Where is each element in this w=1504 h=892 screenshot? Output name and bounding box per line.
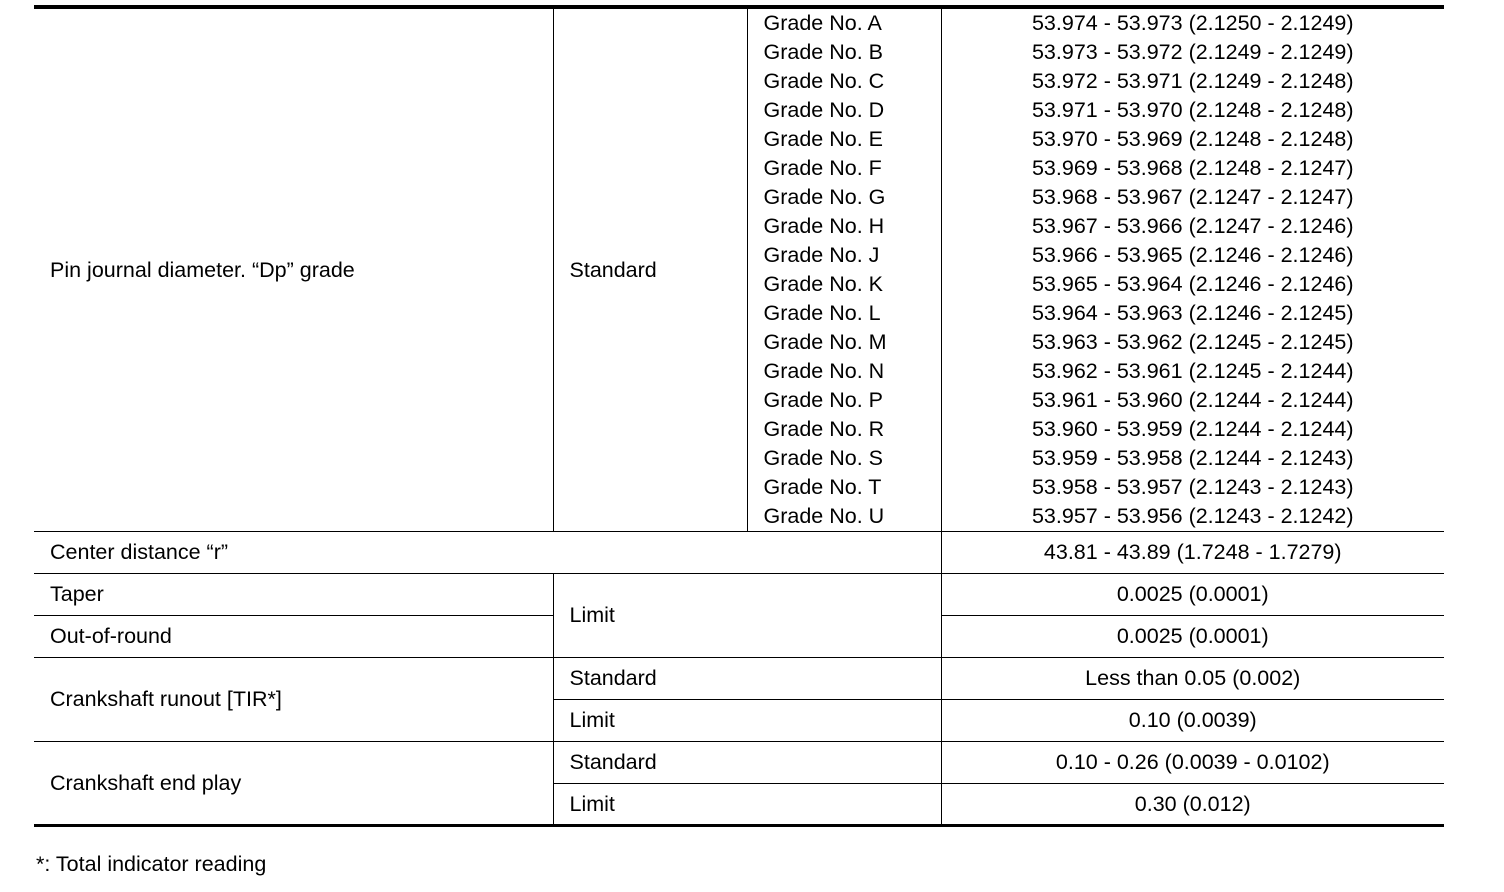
taper-oor-condition: Limit (553, 574, 941, 658)
end-play-standard-label: Standard (553, 742, 941, 784)
grade-label: Grade No. G (747, 183, 941, 212)
end-play-label: Crankshaft end play (34, 742, 553, 826)
end-play-standard-value: 0.10 - 0.26 (0.0039 - 0.0102) (941, 742, 1444, 784)
end-play-limit-label: Limit (553, 784, 941, 826)
grade-value: 53.973 - 53.972 (2.1249 - 2.1249) (941, 38, 1444, 67)
grade-label: Grade No. E (747, 125, 941, 154)
runout-limit-value: 0.10 (0.0039) (941, 700, 1444, 742)
center-distance-value: 43.81 - 43.89 (1.7248 - 1.7279) (941, 532, 1444, 574)
grade-label: Grade No. P (747, 386, 941, 415)
grade-value: 53.974 - 53.973 (2.1250 - 2.1249) (941, 7, 1444, 38)
grade-label: Grade No. A (747, 7, 941, 38)
runout-limit-label: Limit (553, 700, 941, 742)
runout-label: Crankshaft runout [TIR*] (34, 658, 553, 742)
out-of-round-label: Out-of-round (34, 616, 553, 658)
grade-value: 53.957 - 53.956 (2.1243 - 2.1242) (941, 502, 1444, 532)
grade-label: Grade No. U (747, 502, 941, 532)
taper-label: Taper (34, 574, 553, 616)
footnote: *: Total indicator reading (36, 852, 267, 876)
crankshaft-spec-table (34, 5, 1444, 827)
runout-standard-label: Standard (553, 658, 941, 700)
grade-value: 53.958 - 53.957 (2.1243 - 2.1243) (941, 473, 1444, 502)
grade-value: 53.966 - 53.965 (2.1246 - 2.1246) (941, 241, 1444, 270)
grade-label: Grade No. D (747, 96, 941, 125)
grade-label: Grade No. K (747, 270, 941, 299)
grade-value: 53.967 - 53.966 (2.1247 - 2.1246) (941, 212, 1444, 241)
pin-journal-grade-section (34, 7, 1444, 532)
grade-label: Grade No. N (747, 357, 941, 386)
other-specs-section (34, 532, 1444, 826)
pin-journal-label: Pin journal diameter. “Dp” grade (34, 7, 553, 532)
grade-label: Grade No. S (747, 444, 941, 473)
runout-standard-value: Less than 0.05 (0.002) (941, 658, 1444, 700)
end-play-standard-row (34, 742, 1444, 784)
center-distance-label: Center distance “r” (34, 532, 941, 574)
grade-value: 53.959 - 53.958 (2.1244 - 2.1243) (941, 444, 1444, 473)
grade-value: 53.970 - 53.969 (2.1248 - 2.1248) (941, 125, 1444, 154)
grade-value: 53.962 - 53.961 (2.1245 - 2.1244) (941, 357, 1444, 386)
grade-label: Grade No. F (747, 154, 941, 183)
grade-value: 53.969 - 53.968 (2.1248 - 2.1247) (941, 154, 1444, 183)
grade-value: 53.965 - 53.964 (2.1246 - 2.1246) (941, 270, 1444, 299)
grade-value: 53.964 - 53.963 (2.1246 - 2.1245) (941, 299, 1444, 328)
end-play-limit-value: 0.30 (0.012) (941, 784, 1444, 826)
grade-label: Grade No. C (747, 67, 941, 96)
runout-standard-row (34, 658, 1444, 700)
grade-row (34, 7, 1444, 38)
grade-label: Grade No. T (747, 473, 941, 502)
grade-label: Grade No. L (747, 299, 941, 328)
grade-value: 53.963 - 53.962 (2.1245 - 2.1245) (941, 328, 1444, 357)
pin-journal-condition: Standard (553, 7, 747, 532)
grade-value: 53.960 - 53.959 (2.1244 - 2.1244) (941, 415, 1444, 444)
taper-value: 0.0025 (0.0001) (941, 574, 1444, 616)
grade-label: Grade No. M (747, 328, 941, 357)
grade-value: 53.972 - 53.971 (2.1249 - 2.1248) (941, 67, 1444, 96)
grade-label: Grade No. J (747, 241, 941, 270)
grade-label: Grade No. R (747, 415, 941, 444)
out-of-round-value: 0.0025 (0.0001) (941, 616, 1444, 658)
taper-row (34, 574, 1444, 616)
grade-value: 53.961 - 53.960 (2.1244 - 2.1244) (941, 386, 1444, 415)
grade-value: 53.968 - 53.967 (2.1247 - 2.1247) (941, 183, 1444, 212)
center-distance-row (34, 532, 1444, 574)
grade-label: Grade No. H (747, 212, 941, 241)
grade-value: 53.971 - 53.970 (2.1248 - 2.1248) (941, 96, 1444, 125)
grade-label: Grade No. B (747, 38, 941, 67)
